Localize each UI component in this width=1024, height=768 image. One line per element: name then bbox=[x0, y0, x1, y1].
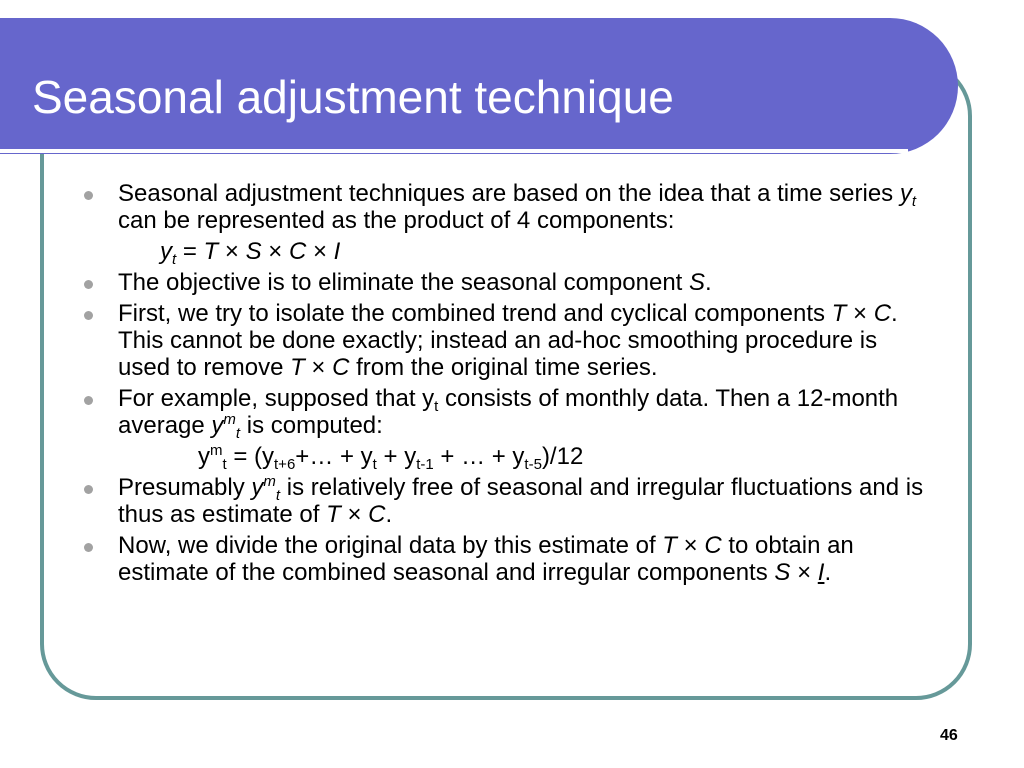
bullet-dot-icon bbox=[84, 485, 93, 494]
slide-body bbox=[74, 180, 924, 590]
title-underline bbox=[0, 149, 908, 153]
bullet-dot-icon bbox=[84, 191, 93, 200]
page-number: 46 bbox=[940, 727, 958, 744]
bullet-dot-icon bbox=[84, 311, 93, 320]
slide-title: Seasonal adjustment technique bbox=[32, 71, 674, 123]
bullet-dot-icon bbox=[84, 396, 93, 405]
title-bar bbox=[0, 18, 958, 154]
bullet-dot-icon bbox=[84, 543, 93, 552]
bullet-item-monthly-example: For example, supposed that $y_t$ consists of monthly data. Then a 12-month average $y^m_t$ is computed: bbox=[74, 385, 924, 439]
formula-moving-average: $y^m_t$ = ($y_{t+6}+\dots + y_t + y_{t-1}$ + … + $y_{t-5})/12$ bbox=[198, 442, 584, 473]
bullet-item-divide: Now, we divide the original data by this estimate of T × C to obtain an estimate of the combined seasonal and irregular components S × I. bbox=[74, 532, 924, 586]
formula-multiplicative-model: $y_t = T \times S \times C \times I$ bbox=[160, 238, 341, 268]
bullet-item-presumably: Presumably $y^m_t$ is relatively free of seasonal and irregular fluctuations and is thus as estimate of T × C. bbox=[74, 474, 924, 528]
bullet-dot-icon bbox=[84, 280, 93, 289]
bullet-item-isolate-trend: First, we try to isolate the combined trend and cyclical components T × C. This cannot be done exactly; instead an ad-hoc smoothing procedure is used to remove T × C from the original time series. bbox=[74, 300, 924, 381]
bullet-item-components: Seasonal adjustment techniques are based on the idea that a time series $y_t$ can be represented as the product of 4 components: bbox=[74, 180, 924, 234]
bullet-item-objective: The objective is to eliminate the seasonal component S. bbox=[74, 269, 924, 296]
